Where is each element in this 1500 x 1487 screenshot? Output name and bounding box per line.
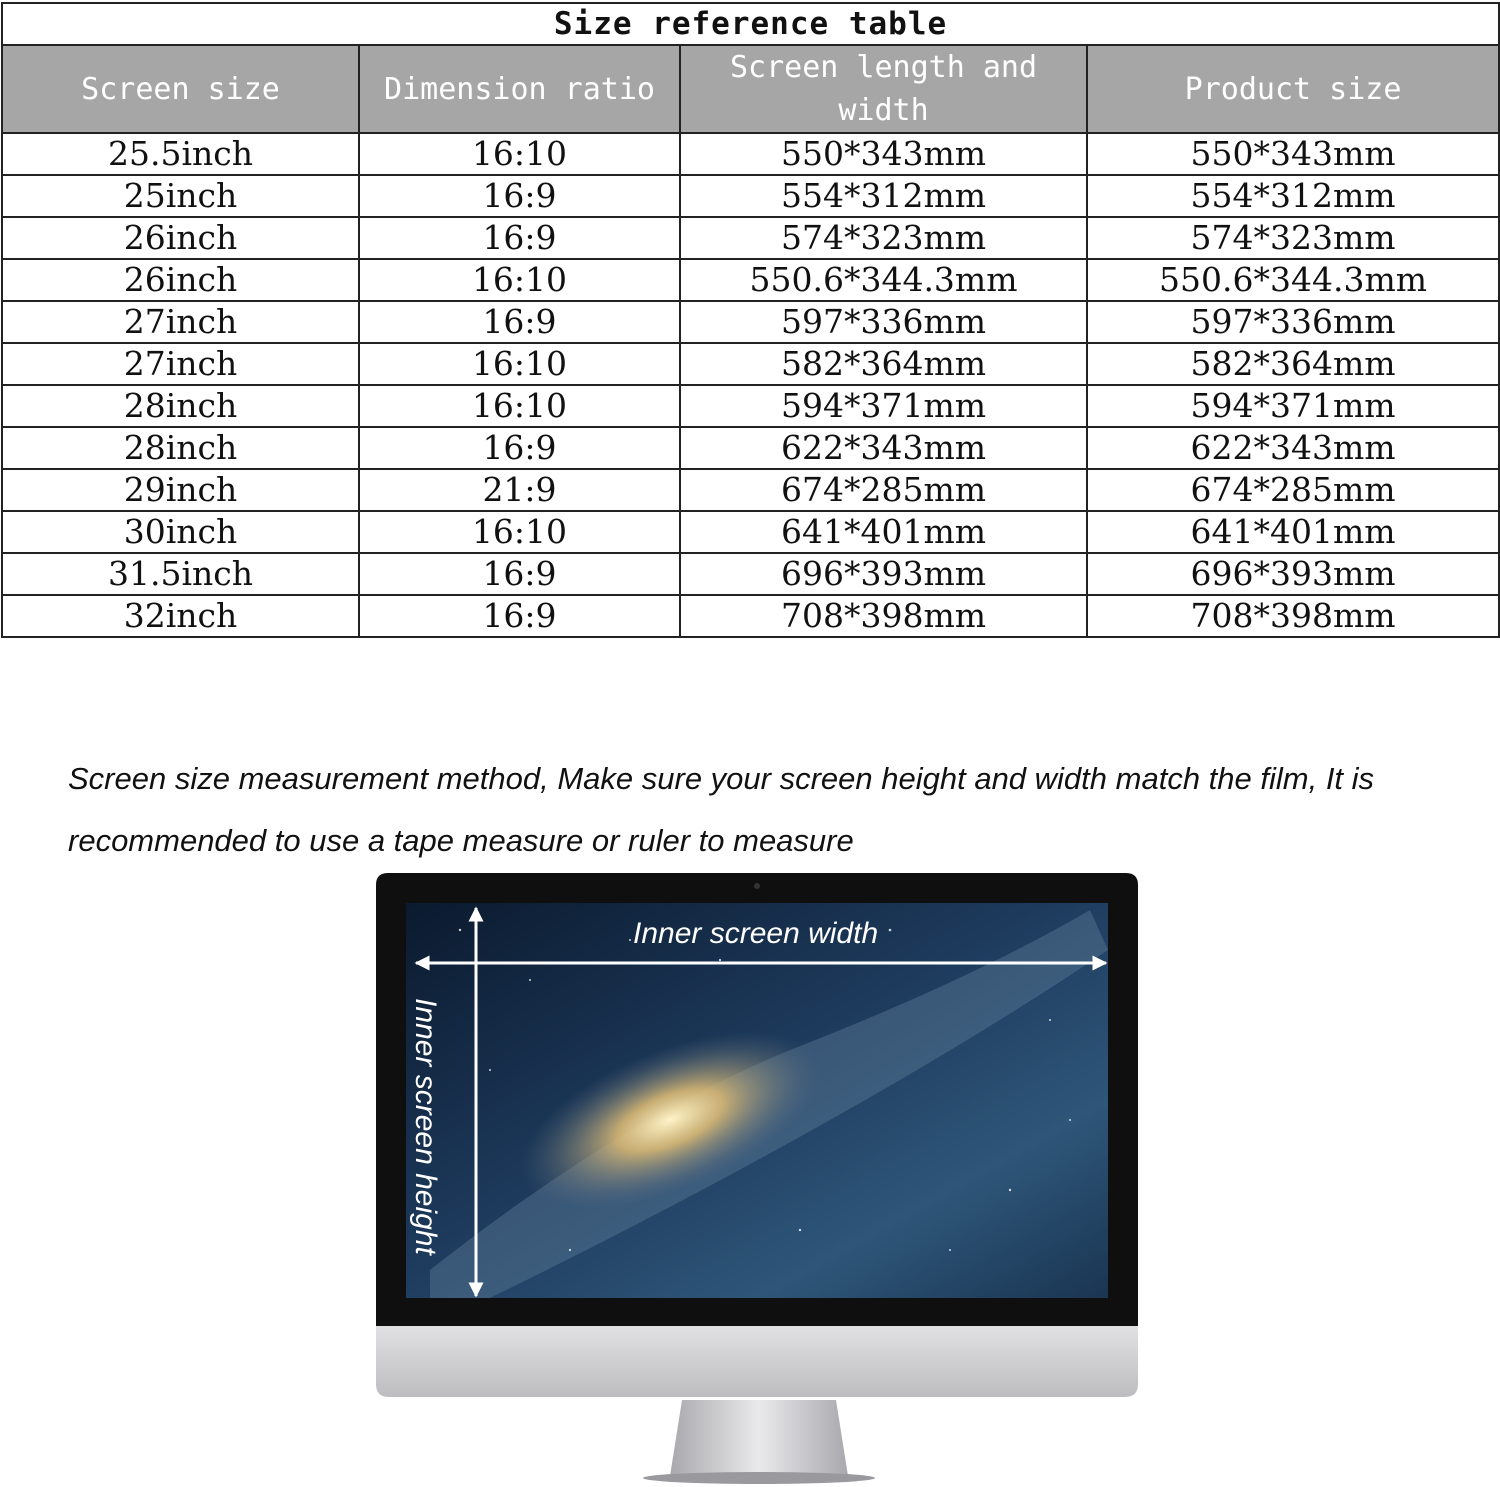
table-cell: 16:9 [359, 175, 680, 217]
camera-icon [754, 883, 760, 889]
monitor-foot [643, 1472, 875, 1484]
table-cell: 25inch [2, 175, 359, 217]
table-cell: 594*371mm [1087, 385, 1499, 427]
size-reference-table [1, 2, 1500, 638]
table-cell: 29inch [2, 469, 359, 511]
inner-width-label: Inner screen width [633, 917, 879, 950]
table-cell: 16:10 [359, 343, 680, 385]
table-row [2, 511, 1499, 553]
table-cell: 597*336mm [1087, 301, 1499, 343]
table-cell: 16:10 [359, 511, 680, 553]
inner-height-label: Inner screen height [409, 998, 442, 1255]
column-header: Product size [1087, 45, 1499, 133]
monitor-stand [670, 1400, 848, 1476]
table-cell: 16:9 [359, 217, 680, 259]
table-row [2, 133, 1499, 175]
table-header-row [2, 45, 1499, 133]
column-header: Dimension ratio [359, 45, 680, 133]
table-cell: 27inch [2, 301, 359, 343]
table-row [2, 469, 1499, 511]
table-cell: 622*343mm [1087, 427, 1499, 469]
table-cell: 594*371mm [680, 385, 1087, 427]
column-header: Screen length and width [680, 45, 1087, 133]
table-cell: 554*312mm [680, 175, 1087, 217]
table-cell: 674*285mm [1087, 469, 1499, 511]
table-cell: 30inch [2, 511, 359, 553]
table-cell: 32inch [2, 595, 359, 637]
table-title: Size reference table [2, 3, 1499, 45]
table-cell: 31.5inch [2, 553, 359, 595]
table-cell: 696*393mm [1087, 553, 1499, 595]
table-row [2, 259, 1499, 301]
table-cell: 597*336mm [680, 301, 1087, 343]
table-row [2, 385, 1499, 427]
table-cell: 16:9 [359, 595, 680, 637]
monitor-illustration [370, 870, 1150, 1487]
table-body [2, 133, 1499, 637]
table-cell: 28inch [2, 427, 359, 469]
table-row [2, 175, 1499, 217]
table-cell: 574*323mm [680, 217, 1087, 259]
table-cell: 674*285mm [680, 469, 1087, 511]
monitor-graphic [370, 870, 1150, 1487]
table-cell: 26inch [2, 259, 359, 301]
table-cell: 708*398mm [680, 595, 1087, 637]
table-row [2, 217, 1499, 259]
table-cell: 25.5inch [2, 133, 359, 175]
table-cell: 16:10 [359, 133, 680, 175]
table-cell: 708*398mm [1087, 595, 1499, 637]
table-row [2, 301, 1499, 343]
table-cell: 622*343mm [680, 427, 1087, 469]
table-cell: 582*364mm [680, 343, 1087, 385]
table-cell: 554*312mm [1087, 175, 1499, 217]
table-cell: 641*401mm [680, 511, 1087, 553]
table-cell: 550*343mm [680, 133, 1087, 175]
table-cell: 574*323mm [1087, 217, 1499, 259]
table-cell: 26inch [2, 217, 359, 259]
table-cell: 28inch [2, 385, 359, 427]
table-cell: 16:9 [359, 553, 680, 595]
table-cell: 582*364mm [1087, 343, 1499, 385]
table-cell: 550.6*344.3mm [1087, 259, 1499, 301]
table-cell: 21:9 [359, 469, 680, 511]
measurement-caption: Screen size measurement method, Make sure your screen height and width match the film, It is recommended to use a tape measure or ruler to measure [68, 761, 1375, 858]
table-row [2, 553, 1499, 595]
table-cell: 16:10 [359, 385, 680, 427]
table-cell: 16:10 [359, 259, 680, 301]
table-cell: 641*401mm [1087, 511, 1499, 553]
table-cell: 16:9 [359, 301, 680, 343]
table-cell: 696*393mm [680, 553, 1087, 595]
table-row [2, 427, 1499, 469]
table-cell: 550*343mm [1087, 133, 1499, 175]
table-cell: 27inch [2, 343, 359, 385]
table-cell: 550.6*344.3mm [680, 259, 1087, 301]
column-header: Screen size [2, 45, 359, 133]
table-row [2, 343, 1499, 385]
table-row [2, 595, 1499, 637]
monitor-chin [376, 1324, 1138, 1397]
table-cell: 16:9 [359, 427, 680, 469]
